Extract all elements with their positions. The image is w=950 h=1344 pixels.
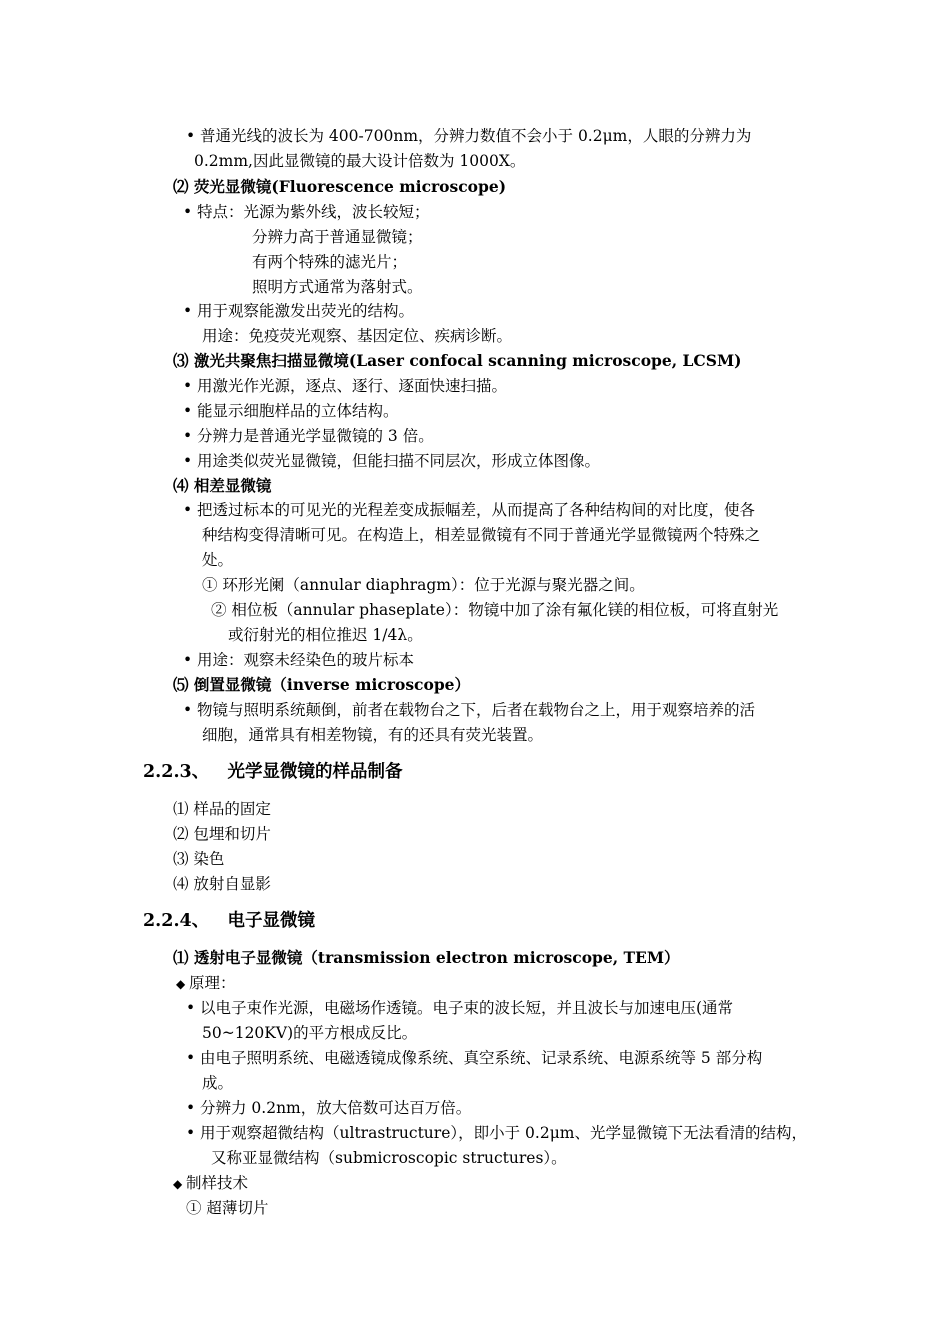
- sub-item: ① 环形光阑（annular diaphragm）：位于光源与聚光器之间。: [202, 576, 645, 594]
- list-item: ⑷ 放射自显影: [173, 875, 271, 893]
- sub-item: ② 相位板（annular phaseplate）：物镜中加了涂有氟化镁的相位板，可将直射光: [211, 601, 779, 619]
- list-item: ◆ 制样技术: [173, 1174, 249, 1192]
- list-item-continuation: 50~120KV)的平方根成反比。: [202, 1024, 418, 1042]
- bullet-icon: •: [183, 501, 193, 519]
- list-item-continuation: 种结构变得清晰可见。在构造上，相差显微镜有不同于普通光学显微镜两个特殊之: [202, 526, 761, 544]
- sub-item: ① 超薄切片: [186, 1199, 269, 1217]
- bullet-icon: •: [183, 427, 193, 445]
- bullet-icon: •: [183, 377, 193, 395]
- list-item: ⑵ 包埋和切片: [173, 825, 271, 843]
- list-item-continuation: 分辨力高于普通显微镜；: [252, 228, 423, 246]
- list-item: • 用于观察能激发出荧光的结构。: [183, 302, 415, 320]
- list-item: • 用激光作光源，逐点、逐行、逐面快速扫描。: [183, 377, 508, 395]
- section-heading: ⑶ 激光共聚焦扫描显微境(Laser confocal scanning microscope, LCSM): [173, 351, 742, 370]
- diamond-bullet-icon: ◆: [173, 1177, 183, 1191]
- chapter-heading: 2.2.3、 光学显微镜的样品制备: [143, 762, 403, 782]
- bullet-icon: •: [183, 302, 193, 320]
- bullet-icon: •: [186, 1099, 196, 1117]
- section-heading: ⑵ 荧光显微镜(Fluorescence microscope): [173, 177, 507, 196]
- list-item-continuation: 0.2mm,因此显微镜的最大设计倍数为 1000X。: [194, 152, 526, 170]
- list-item-continuation: 又称亚显微结构（submicroscopic structures）。: [211, 1149, 567, 1167]
- list-item-continuation: 照明方式通常为落射式。: [252, 278, 423, 296]
- chapter-heading: 2.2.4、 电子显微镜: [143, 911, 315, 931]
- bullet-icon: •: [183, 402, 193, 420]
- section-heading: ⑷ 相差显微镜: [173, 476, 272, 495]
- list-item: • 用途类似荧光显微镜，但能扫描不同层次，形成立体图像。: [183, 452, 601, 470]
- list-item: • 分辨力是普通光学显微镜的 3 倍。: [183, 427, 434, 445]
- list-item-continuation: 成。: [202, 1074, 234, 1092]
- bullet-icon: •: [183, 203, 193, 221]
- bullet-icon: •: [186, 999, 196, 1017]
- sub-item-continuation: 或衍射光的相位推迟 1/4λ。: [228, 626, 423, 644]
- section-heading: ⑴ 透射电子显微镜（transmission electron microscope, TEM）: [173, 948, 680, 967]
- bullet-icon: •: [186, 1124, 196, 1142]
- list-item: • 特点：光源为紫外线，波长较短；: [183, 203, 430, 221]
- bullet-icon: •: [183, 651, 193, 669]
- list-item: • 物镜与照明系统颠倒，前者在载物台之下，后者在载物台之上，用于观察培养的活: [183, 701, 756, 719]
- list-item: • 用于观察超微结构（ultrastructure），即小于 0.2μm、光学显微镜下无法看清的结构，: [186, 1124, 807, 1142]
- bullet-icon: •: [183, 452, 193, 470]
- diamond-bullet-icon: ◆: [176, 977, 186, 991]
- list-item: • 能显示细胞样品的立体结构。: [183, 402, 399, 420]
- bullet-icon: •: [186, 1049, 196, 1067]
- section-heading: ⑸ 倒置显微镜（inverse microscope）: [173, 675, 471, 694]
- list-item: • 把透过标本的可见光的光程差变成振幅差，从而提高了各种结构间的对比度，使各: [183, 501, 756, 519]
- list-item: • 以电子束作光源，电磁场作透镜。电子束的波长短，并且波长与加速电压(通常: [186, 999, 734, 1017]
- list-item-continuation: 有两个特殊的滤光片；: [252, 253, 408, 271]
- bullet-icon: •: [183, 701, 193, 719]
- list-item: ⑶ 染色: [173, 850, 225, 868]
- list-item-continuation: 细胞，通常具有相差物镜，有的还具有荧光装置。: [202, 726, 544, 744]
- list-item: • 普通光线的波长为 400-700nm，分辨力数值不会小于 0.2μm，人眼的分辨力为: [186, 127, 752, 145]
- list-item: • 由电子照明系统、电磁透镜成像系统、真空系统、记录系统、电源系统等 5 部分构: [186, 1049, 763, 1067]
- bullet-icon: •: [186, 127, 196, 145]
- list-item: ⑴ 样品的固定: [173, 800, 271, 818]
- list-item-continuation: 用途：免疫荧光观察、基因定位、疾病诊断。: [202, 327, 513, 345]
- list-item: • 分辨力 0.2nm，放大倍数可达百万倍。: [186, 1099, 472, 1117]
- list-item-continuation: 处。: [202, 551, 234, 569]
- list-item: ◆ 原理：: [176, 974, 236, 992]
- list-item: • 用途：观察未经染色的玻片标本: [183, 651, 415, 669]
